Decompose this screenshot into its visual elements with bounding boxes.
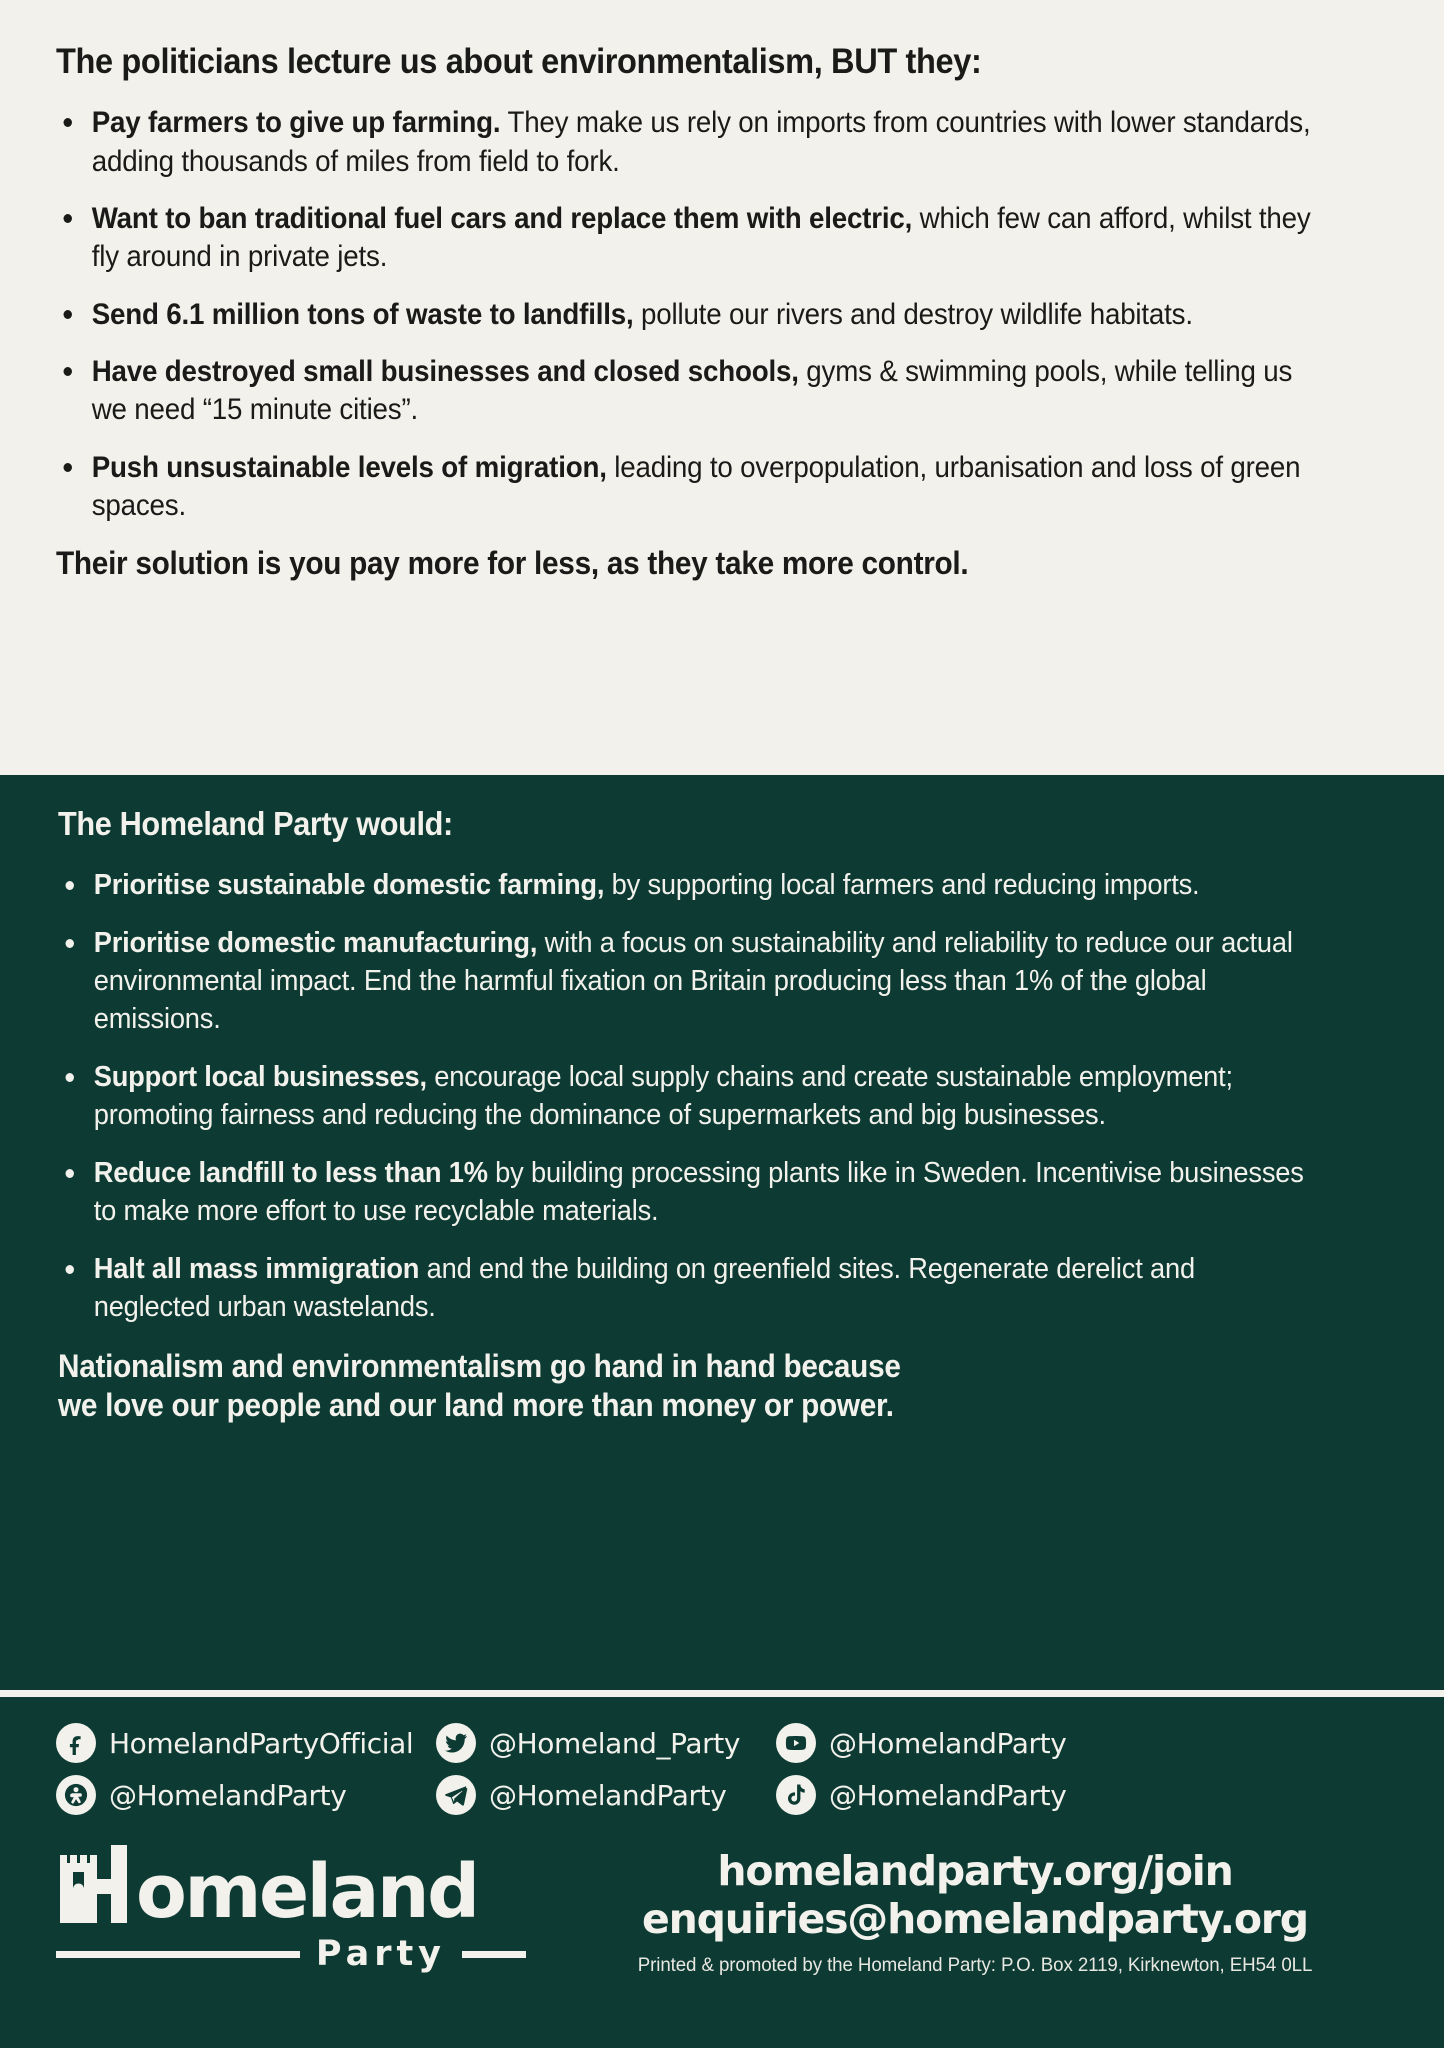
logo-name-text: omeland bbox=[136, 1849, 478, 1936]
social-handle: @HomelandParty bbox=[489, 1778, 727, 1812]
social-handle: @Homeland_Party bbox=[489, 1726, 740, 1760]
social-link-youtube[interactable] bbox=[776, 1723, 1404, 1763]
homeland-closing-statement bbox=[58, 1347, 1302, 1425]
politicians-section bbox=[0, 0, 1444, 775]
castle-h-icon bbox=[56, 1845, 140, 1923]
twitter-icon bbox=[436, 1723, 476, 1763]
contact-block bbox=[526, 1841, 1404, 1977]
email-address[interactable]: enquiries@homelandparty.org bbox=[642, 1895, 1308, 1944]
list-item bbox=[58, 925, 1316, 1039]
social-links-grid bbox=[56, 1723, 1404, 1815]
bullet-rest: which few can afford, whilst they fly around in private jets. bbox=[91, 201, 1311, 274]
gab-icon bbox=[56, 1775, 96, 1815]
bullet-lead: Support local businesses, bbox=[93, 1060, 427, 1093]
politicians-bullet-list bbox=[56, 104, 1396, 525]
list-item bbox=[56, 449, 1316, 526]
homeland-policy-section bbox=[0, 775, 1444, 1690]
social-link-gab[interactable] bbox=[56, 1775, 436, 1815]
bullet-rest: with a focus on sustainability and reliability to reduce our actual environmental impact. End the harmful fixation on Britain producing less than 1% of the global emissions. bbox=[93, 926, 1293, 1035]
social-handle: @HomelandParty bbox=[109, 1778, 347, 1812]
youtube-icon bbox=[776, 1723, 816, 1763]
bullet-dot-icon bbox=[64, 310, 72, 319]
homeland-policy-heading: The Homeland Party would: bbox=[58, 805, 453, 842]
bullet-lead: Have destroyed small businesses and closed schools, bbox=[91, 354, 799, 388]
bullet-lead: Send 6.1 million tons of waste to landfills, bbox=[91, 297, 634, 331]
politicians-closing-statement: Their solution is you pay more for less, as they take more control. bbox=[56, 545, 969, 582]
homeland-party-logo bbox=[56, 1841, 526, 1974]
list-item bbox=[58, 1155, 1316, 1231]
bullet-rest: leading to overpopulation, urbanisation and loss of green spaces. bbox=[91, 450, 1301, 522]
social-link-telegram[interactable] bbox=[436, 1775, 776, 1815]
tiktok-icon bbox=[776, 1775, 816, 1815]
bullet-lead: Prioritise domestic manufacturing, bbox=[93, 926, 538, 959]
list-item bbox=[56, 200, 1316, 277]
list-item bbox=[58, 1059, 1316, 1135]
bullet-rest: by supporting local farmers and reducing imports. bbox=[604, 868, 1200, 901]
footer-divider bbox=[0, 1690, 1444, 1697]
bullet-lead: Prioritise sustainable domestic farming, bbox=[93, 868, 605, 901]
bullet-dot-icon bbox=[66, 1073, 74, 1082]
list-item bbox=[56, 296, 1316, 334]
homeland-policy-bullet-list bbox=[58, 867, 1396, 1327]
bullet-dot-icon bbox=[66, 1169, 74, 1178]
politicians-heading: The politicians lecture us about environmentalism, BUT they: bbox=[56, 42, 982, 81]
closing-line-1: Nationalism and environmentalism go hand in hand because bbox=[58, 1347, 901, 1384]
list-item bbox=[56, 104, 1316, 181]
logo-rule-right bbox=[462, 1951, 526, 1958]
website-url[interactable]: homelandparty.org/join bbox=[717, 1847, 1233, 1895]
list-item bbox=[58, 867, 1316, 905]
social-link-tiktok[interactable] bbox=[776, 1775, 1404, 1815]
social-link-facebook[interactable] bbox=[56, 1723, 436, 1763]
logo-wordmark bbox=[56, 1845, 526, 1936]
bullet-lead: Push unsustainable levels of migration, bbox=[91, 450, 607, 484]
social-handle: @HomelandParty bbox=[829, 1726, 1067, 1760]
bullet-rest: gyms & swimming pools, while telling us we need “15 minute cities”. bbox=[91, 354, 1293, 427]
social-handle: @HomelandParty bbox=[829, 1778, 1067, 1812]
social-link-twitter[interactable] bbox=[436, 1723, 776, 1763]
bullet-rest: and end the building on greenfield sites. Regenerate derelict and neglected urban wastelands. bbox=[93, 1252, 1195, 1323]
bullet-rest: pollute our rivers and destroy wildlife habitats. bbox=[633, 297, 1193, 331]
bullet-rest: They make us rely on imports from countries with lower standards, adding thousands of miles from field to fork. bbox=[91, 106, 1311, 178]
footer bbox=[0, 1697, 1444, 2048]
logo-subtitle: Party bbox=[315, 1934, 446, 1974]
list-item bbox=[58, 1251, 1316, 1327]
bullet-dot-icon bbox=[66, 881, 74, 890]
bullet-dot-icon bbox=[64, 118, 72, 127]
facebook-icon bbox=[56, 1723, 96, 1763]
social-handle: HomelandPartyOfficial bbox=[109, 1726, 414, 1760]
bullet-lead: Pay farmers to give up farming. bbox=[91, 106, 501, 140]
logo-subtitle-row bbox=[56, 1934, 526, 1974]
logo-rule-left bbox=[56, 1951, 300, 1958]
bullet-rest: by building processing plants like in Sweden. Incentivise businesses to make more effort to use recyclable materials. bbox=[93, 1156, 1304, 1227]
imprint-text: Printed & promoted by the Homeland Party: P.O. Box 2119, Kirknewton, EH54 0LL bbox=[637, 1953, 1313, 1976]
list-item bbox=[56, 353, 1316, 430]
bullet-dot-icon bbox=[64, 463, 72, 472]
telegram-icon bbox=[436, 1775, 476, 1815]
bullet-lead: Halt all mass immigration bbox=[93, 1252, 420, 1285]
bullet-rest: encourage local supply chains and create sustainable employment; promoting fairness and reducing the dominance of supermarkets and big businesses. bbox=[93, 1060, 1233, 1131]
bullet-dot-icon bbox=[64, 214, 72, 223]
bullet-lead: Reduce landfill to less than 1% bbox=[93, 1156, 488, 1189]
closing-line-2: we love our people and our land more than money or power. bbox=[58, 1386, 894, 1423]
bullet-dot-icon bbox=[66, 1265, 74, 1274]
bullet-dot-icon bbox=[66, 939, 74, 948]
bullet-lead: Want to ban traditional fuel cars and replace them with electric, bbox=[91, 201, 913, 235]
footer-bottom-row bbox=[56, 1841, 1404, 1977]
bullet-dot-icon bbox=[64, 367, 72, 376]
